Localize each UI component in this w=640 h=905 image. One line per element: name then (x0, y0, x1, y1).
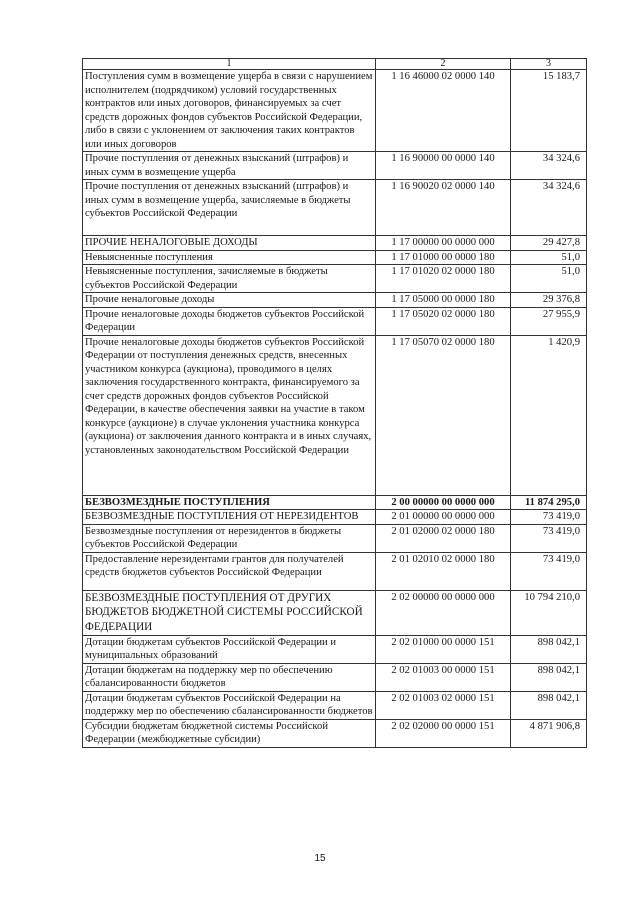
row-code: 2 02 01003 02 0000 151 (376, 691, 511, 719)
row-code: 1 17 05000 00 0000 180 (376, 293, 511, 308)
row-name: БЕЗВОЗМЕЗДНЫЕ ПОСТУПЛЕНИЯ ОТ ДРУГИХ БЮДЖЕТОВ БЮДЖЕТНОЙ СИСТЕМЫ РОССИЙСКОЙ ФЕДЕРАЦИИ (83, 590, 376, 635)
row-code: 2 02 02000 00 0000 151 (376, 719, 511, 747)
table-row (83, 307, 587, 335)
table-row (83, 236, 587, 251)
column-header-3: 3 (511, 59, 587, 70)
row-name: ПРОЧИЕ НЕНАЛОГОВЫЕ ДОХОДЫ (83, 236, 376, 251)
row-name: Безвозмездные поступления от нерезидентов в бюджеты субъектов Российской Федерации (83, 524, 376, 552)
table-row (83, 719, 587, 747)
row-amount: 898 042,1 (511, 691, 587, 719)
row-code: 2 01 02010 02 0000 180 (376, 552, 511, 590)
row-amount: 73 419,0 (511, 552, 587, 590)
row-name: Прочие неналоговые доходы бюджетов субъектов Российской Федерации (83, 307, 376, 335)
row-amount: 27 955,9 (511, 307, 587, 335)
row-amount: 51,0 (511, 250, 587, 265)
row-amount: 4 871 906,8 (511, 719, 587, 747)
row-name: Прочие поступления от денежных взысканий (штрафов) и иных сумм в возмещение ущерба, зачисляемые в бюджеты субъектов Российской Федерации (83, 180, 376, 236)
page-number: 15 (314, 853, 326, 864)
table-row (83, 510, 587, 525)
row-code: 2 01 00000 00 0000 000 (376, 510, 511, 525)
row-amount: 73 419,0 (511, 524, 587, 552)
row-name: Невыясненные поступления (83, 250, 376, 265)
table-row (83, 663, 587, 691)
row-code: 2 00 00000 00 0000 000 (376, 495, 511, 510)
row-code: 1 16 90000 00 0000 140 (376, 152, 511, 180)
table-row (83, 265, 587, 293)
row-amount: 898 042,1 (511, 663, 587, 691)
table-row (83, 691, 587, 719)
table-row (83, 152, 587, 180)
row-name: Предоставление нерезидентами грантов для получателей средств бюджетов субъектов Российской Федерации (83, 552, 376, 590)
row-code: 1 17 01020 02 0000 180 (376, 265, 511, 293)
row-amount: 29 427,8 (511, 236, 587, 251)
row-code: 1 16 90020 02 0000 140 (376, 180, 511, 236)
table-row (83, 495, 587, 510)
row-name: Субсидии бюджетам бюджетной системы Российской Федерации (межбюджетные субсидии) (83, 719, 376, 747)
row-name: Прочие поступления от денежных взысканий (штрафов) и иных сумм в возмещение ущерба (83, 152, 376, 180)
row-amount: 29 376,8 (511, 293, 587, 308)
table-row (83, 180, 587, 236)
table-row (83, 293, 587, 308)
table-row (83, 335, 587, 495)
row-code: 2 01 02000 02 0000 180 (376, 524, 511, 552)
table-header-row (83, 59, 587, 70)
row-amount: 1 420,9 (511, 335, 587, 495)
table-row (83, 635, 587, 663)
row-code: 1 16 46000 02 0000 140 (376, 70, 511, 152)
table-row (83, 590, 587, 635)
row-name: Прочие неналоговые доходы бюджетов субъектов Российской Федерации от поступления денежных средств, внесенных участником конкурса (аукциона), проводимого в целях заключения государственного контракта, финансируемого за счет средств дорожных фондов субъектов Российской Федерации, в качестве обеспечения заявки на участие в таком конкурсе (аукционе) в случае уклонения участника конкурса (аукциона) от заключения данного контракта и в иных случаях, установленных законодательством Российской Федерации (83, 335, 376, 495)
row-code: 2 02 00000 00 0000 000 (376, 590, 511, 635)
revenue-table (82, 58, 587, 748)
row-amount: 34 324,6 (511, 180, 587, 236)
row-amount: 51,0 (511, 265, 587, 293)
row-code: 1 17 05070 02 0000 180 (376, 335, 511, 495)
row-code: 1 17 00000 00 0000 000 (376, 236, 511, 251)
row-amount: 10 794 210,0 (511, 590, 587, 635)
table-row (83, 524, 587, 552)
row-amount: 15 183,7 (511, 70, 587, 152)
row-amount: 73 419,0 (511, 510, 587, 525)
column-header-1: 1 (83, 59, 376, 70)
row-code: 1 17 01000 00 0000 180 (376, 250, 511, 265)
column-header-2: 2 (376, 59, 511, 70)
row-code: 2 02 01003 00 0000 151 (376, 663, 511, 691)
row-name: БЕЗВОЗМЕЗДНЫЕ ПОСТУПЛЕНИЯ ОТ НЕРЕЗИДЕНТОВ (83, 510, 376, 525)
row-name: Поступления сумм в возмещение ущерба в связи с нарушением исполнителем (подрядчиком) условий государственных контрактов или иных договоров, финансируемых за счет средств дорожных фондов субъектов Российской Федерации, либо в связи с уклонением от заключения таких контрактов или иных договоров (83, 70, 376, 152)
row-name: Дотации бюджетам на поддержку мер по обеспечению сбалансированности бюджетов (83, 663, 376, 691)
row-name: Дотации бюджетам субъектов Российской Федерации на поддержку мер по обеспечению сбалансированности бюджетов (83, 691, 376, 719)
table-row (83, 250, 587, 265)
row-code: 1 17 05020 02 0000 180 (376, 307, 511, 335)
row-name: БЕЗВОЗМЕЗДНЫЕ ПОСТУПЛЕНИЯ (83, 495, 376, 510)
row-code: 2 02 01000 00 0000 151 (376, 635, 511, 663)
table-row (83, 70, 587, 152)
row-name: Невыясненные поступления, зачисляемые в бюджеты субъектов Российской Федерации (83, 265, 376, 293)
row-amount: 34 324,6 (511, 152, 587, 180)
row-amount: 898 042,1 (511, 635, 587, 663)
row-name: Прочие неналоговые доходы (83, 293, 376, 308)
row-amount: 11 874 295,0 (511, 495, 587, 510)
row-name: Дотации бюджетам субъектов Российской Федерации и муниципальных образований (83, 635, 376, 663)
table-row (83, 552, 587, 590)
